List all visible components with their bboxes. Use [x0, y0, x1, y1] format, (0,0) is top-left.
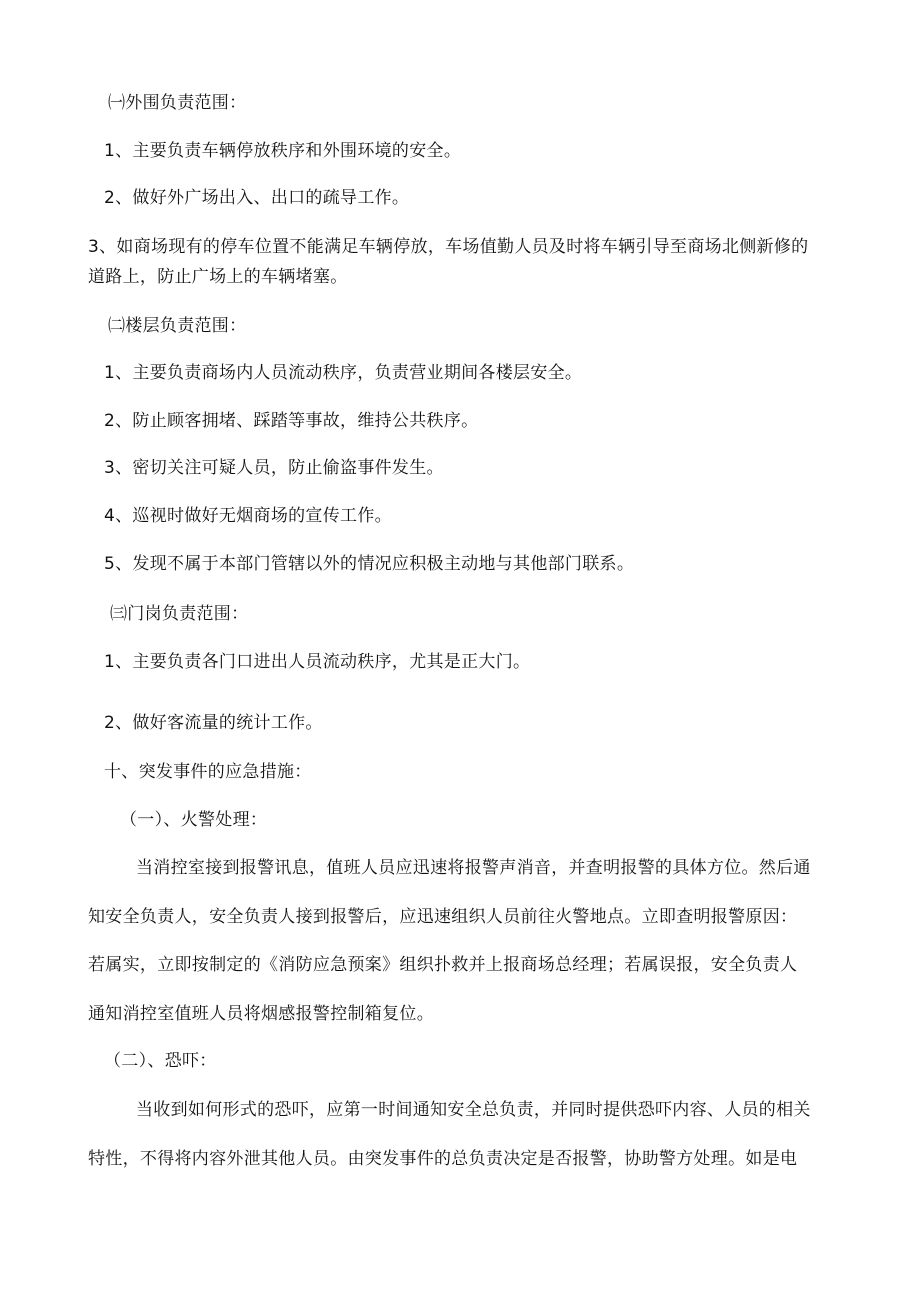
section-heading: ㈢门岗负责范围： [110, 604, 249, 624]
subsection-heading: （一）、火警处理： [120, 810, 268, 830]
list-item: 3、密切关注可疑人员，防止偷盗事件发生。 [104, 458, 444, 478]
section-heading: ㈠外围负责范围： [108, 93, 247, 113]
chapter-heading: 十、突发事件的应急措施： [104, 762, 312, 782]
list-item: 1、主要负责各门口进出人员流动秩序，尤其是正大门。 [104, 652, 531, 672]
paragraph-line: 特性，不得将内容外泄其他人员。由突发事件的总负责决定是否报警，协助警方处理。如是电 [88, 1149, 798, 1169]
list-item: 3、如商场现有的停车位置不能满足车辆停放，车场值勤人员及时将车辆引导至商场北侧新修的 [88, 237, 809, 257]
paragraph-line: 若属实，立即按制定的《消防应急预案》组织扑救并上报商场总经理；若属误报，安全负责人 [88, 955, 798, 975]
list-item: 1、主要负责商场内人员流动秩序，负责营业期间各楼层安全。 [104, 363, 583, 383]
list-item: 5、发现不属于本部门管辖以外的情况应积极主动地与其他部门联系。 [104, 554, 635, 574]
list-item: 4、巡视时做好无烟商场的宣传工作。 [104, 506, 392, 526]
section-heading: ㈡楼层负责范围： [108, 316, 247, 336]
list-item: 2、防止顾客拥堵、踩踏等事故，维持公共秩序。 [104, 411, 479, 431]
list-item: 2、做好外广场出入、出口的疏导工作。 [104, 188, 410, 208]
list-item-continuation: 道路上，防止广场上的车辆堵塞。 [88, 267, 348, 287]
paragraph-line: 通知消控室值班人员将烟感报警控制箱复位。 [88, 1004, 434, 1024]
paragraph-line: 知安全负责人，安全负责人接到报警后，应迅速组织人员前往火警地点。立即查明报警原因： [88, 907, 798, 927]
subsection-heading: （二）、恐吓： [104, 1051, 217, 1071]
paragraph-line: 当消控室接到报警讯息，值班人员应迅速将报警声消音，并查明报警的具体方位。然后通 [136, 858, 811, 878]
list-item: 1、主要负责车辆停放秩序和外围环境的安全。 [104, 141, 462, 161]
list-item: 2、做好客流量的统计工作。 [104, 713, 323, 733]
paragraph-line: 当收到如何形式的恐吓，应第一时间通知安全总负责，并同时提供恐吓内容、人员的相关 [136, 1100, 811, 1120]
